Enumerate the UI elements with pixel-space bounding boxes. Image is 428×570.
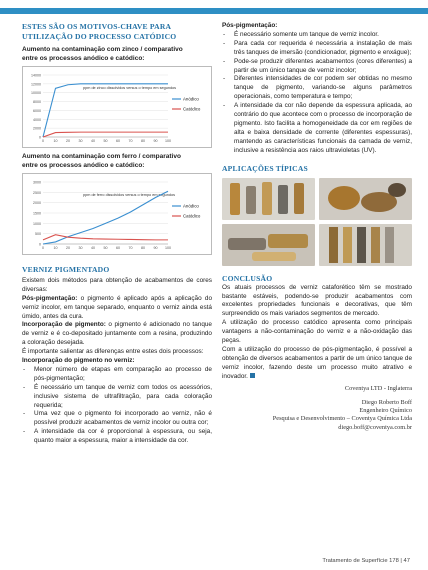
x-tick-label: 100 [165, 246, 171, 251]
y-tick-label: 2500 [33, 191, 41, 196]
x-tick-label: 50 [103, 139, 108, 144]
chart2-title-line2: entre os processos anódico e catódico: [22, 161, 145, 169]
x-tick-label: 60 [116, 139, 120, 144]
author: Diego Roberto Boff [361, 398, 412, 406]
chart-annotation: ppm de zinco dissolvidos versus o tempo em segundos [83, 86, 177, 91]
incorporation-subheading: Incorporação do pigmento no verniz: [22, 357, 135, 365]
incorporation-paragraph [22, 321, 212, 348]
verniz-heading: VERNIZ PIGMENTADO [22, 265, 110, 275]
x-tick-label: 100 [165, 139, 171, 144]
y-tick-label: 0 [39, 242, 41, 247]
department: Pesquisa e Desenvolvimento – Coventya Química Ltda [272, 415, 412, 423]
top-rule [0, 8, 428, 14]
photo-grid [222, 178, 412, 266]
photo-ornaments [319, 178, 412, 220]
pos-label: Pós-pigmentação: [22, 294, 78, 302]
x-tick-label: 60 [116, 246, 120, 251]
conclusao-text-3: Com a utilização do processo de pós-pigmentação, é possível a obtenção de diversos acabamentos a partir de um único tanque de verniz incolor, fazendo deste um processo muito atrativo e inovador. [222, 345, 412, 380]
photo-hinges [222, 224, 315, 266]
inc-text: o pigmento é adicionado no tanque de verniz e é co-depositado juntamente com a resina, produzindo a coloração desejada. [22, 321, 212, 347]
conclusao-paragraph-3 [222, 346, 412, 382]
y-tick-label: 12000 [31, 82, 41, 87]
y-tick-label: 1000 [33, 222, 41, 227]
list-item: - Uma vez que o pigmento foi incorporado ao verniz, não é possível produzir acabamentos de verniz incolor ou outra cor; [22, 410, 212, 428]
pos-text: o pigmento é aplicado após a aplicação do verniz incolor, em tanque separado, enquanto o verniz ainda está úmido, antes da cura. [22, 294, 212, 320]
x-tick-label: 10 [53, 246, 58, 251]
legend-label: Catódico [183, 106, 201, 112]
y-tick-label: 0 [39, 135, 41, 140]
legend-label: Anódico [183, 203, 199, 209]
legend-label: Anódico [183, 96, 199, 102]
pos-bullets [222, 31, 412, 156]
x-tick-label: 40 [91, 139, 95, 144]
inc-label: Incorporação de pigmento: [22, 321, 106, 329]
section-heading-line1: ESTES SÃO OS MOTIVOS-CHAVE PARA [22, 22, 172, 31]
credits [222, 385, 412, 432]
x-tick-label: 80 [141, 246, 145, 251]
pos-pigmentation-paragraph [22, 295, 212, 322]
email: diego.boff@coventya.com.br [338, 423, 412, 431]
chart2-caption [22, 153, 212, 170]
x-tick-label: 20 [66, 246, 70, 251]
x-tick-label: 10 [53, 139, 58, 144]
page-footer: Tratamento de Superfície 178 | 47 [322, 558, 410, 564]
photo-handles [222, 178, 315, 220]
x-tick-label: 0 [42, 246, 44, 251]
salientar-text: É importante salientar as diferenças entre estes dois processos: [22, 348, 204, 356]
y-tick-label: 500 [35, 232, 41, 237]
incorporation-bullets [22, 366, 212, 446]
chart1-title-line2: entre os processos anódico e catódico: [22, 54, 145, 62]
y-tick-label: 2000 [33, 126, 41, 131]
x-tick-label: 50 [103, 246, 108, 251]
x-tick-label: 40 [91, 246, 95, 251]
conclusao-paragraph-2: A utilização do processo catódico apresenta como principais vantagens a não-contaminação do verniz e a não-oxidação das peças. [222, 319, 412, 345]
list-item: - É necessário um tanque de verniz com todos os acessórios, inclusive sistema de ultrafiltração, para cada coloração requerida; [22, 384, 212, 411]
role: Engenheiro Químico [359, 407, 412, 415]
list-item: - A intensidade da cor não depende da espessura aplicada, ao contrário do que acontece com o processo de incorporação de pigmento. Isto facilita a homogeneidade da cor em regiões de alta e baixa densidade de corrente (diferentes espessuras), mantendo as características funcionais da camada de verniz, inclusive a resistência aos raios ultravioletas (UV). [222, 102, 412, 155]
x-tick-label: 30 [78, 246, 83, 251]
conclusao-paragraph-1: Os atuais processos de verniz cataforético têm se mostrado bastante estáveis, podendo-se produzir acabamentos com excelentes propriedades funcionais e decorativas, que têm surpreendido os mais variados segmentos de mercado. [222, 283, 412, 318]
x-tick-label: 90 [153, 139, 158, 144]
pos-subheading: Pós-pigmentação: [222, 22, 278, 29]
list-item: - Menor número de etapas em comparação ao processo de pós-pigmentação; [22, 366, 212, 384]
conclusao-heading: CONCLUSÃO [222, 274, 273, 284]
x-tick-label: 90 [153, 246, 158, 251]
chart1-caption [22, 46, 212, 63]
x-tick-label: 70 [128, 246, 133, 251]
y-tick-label: 6000 [33, 109, 41, 114]
y-tick-label: 4000 [33, 117, 41, 122]
right-column [222, 22, 412, 432]
list-item: - Para cada cor requerida é necessária a instalação de mais três tanques de imersão (condicionador, pigmento e enxágue); [222, 40, 412, 58]
x-tick-label: 80 [141, 139, 145, 144]
x-tick-label: 30 [78, 139, 83, 144]
list-item: - É necessário somente um tanque de verniz incolor. [222, 31, 412, 40]
left-column [22, 22, 212, 446]
series-line [43, 132, 168, 137]
zinc-contamination-chart [22, 66, 212, 148]
chart-annotation: ppm de ferro dissolvidos versus o tempo em segundos [83, 193, 176, 198]
legend-label: Catódico [183, 213, 201, 219]
y-tick-label: 8000 [33, 100, 41, 105]
chart1-title-line1: Aumento na contaminação com zinco / comparativo [22, 46, 183, 53]
y-tick-label: 3000 [33, 180, 41, 185]
aplicacoes-heading: APLICAÇÕES TÍPICAS [222, 163, 308, 173]
list-item: - Diferentes intensidades de cor podem ser obtidas no mesmo tanque de pigmento, variando-se alguns parâmetros operacionais, como temperatura e tempo; [222, 75, 412, 102]
y-tick-label: 10000 [31, 91, 41, 96]
section-heading-line2: UTILIZAÇÃO DO PROCESSO CATÓDICO [22, 31, 177, 41]
x-tick-label: 70 [128, 139, 133, 144]
y-tick-label: 1500 [33, 211, 41, 216]
x-tick-label: 0 [42, 139, 44, 144]
y-tick-label: 14000 [31, 73, 41, 78]
photo-profiles [319, 224, 412, 266]
iron-contamination-chart [22, 173, 212, 255]
intro-text: Existem dois métodos para obtenção de acabamentos de cores diversas: [22, 276, 212, 293]
company: Coventya LTD - Inglaterra [344, 384, 412, 392]
list-item: - A intensidade da cor é proporcional à espessura, ou seja, quanto maior a espessura, maior a intensidade da cor. [22, 428, 212, 446]
y-tick-label: 2000 [33, 201, 41, 206]
end-mark-icon [250, 373, 255, 378]
chart2-title-line1: Aumento na contaminação com ferro / comparativo [22, 153, 181, 161]
list-item: - Pode-se produzir diferentes acabamentos (cores diferentes) a partir de um único tanque de verniz incolor; [222, 58, 412, 76]
x-tick-label: 20 [66, 139, 70, 144]
